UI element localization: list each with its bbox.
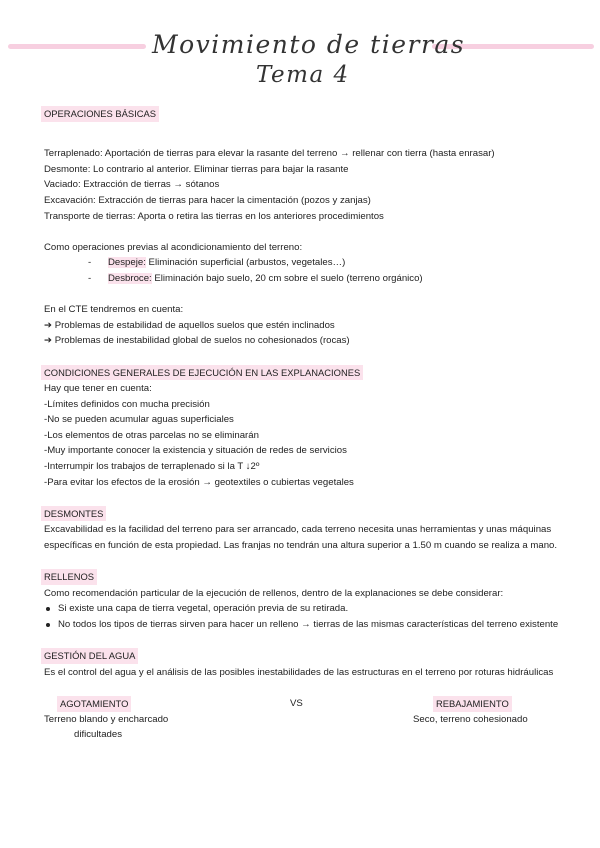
- agotamiento-desc: Terreno blando y encharcado: [44, 713, 169, 725]
- agua-text: Es el control del agua y el análisis de las posibles inestabilidades de las estructuras en el terreno por roturas hidráulicas: [44, 666, 554, 678]
- operaciones-line: Terraplenado: Aportación de tierras para elevar la rasante del terreno → rellenar con tierra (hasta enrasar): [44, 148, 495, 160]
- document-title: Movimiento de tierras: [152, 30, 466, 59]
- term-despeje: Despeje:: [108, 257, 146, 269]
- agua-comparison: [44, 696, 560, 744]
- rellenos-item: Si existe una capa de tierra vegetal, operación previa de su retirada.: [44, 601, 560, 617]
- operaciones-line: Transporte de tierras: Aporta o retira las tierras en los anteriores procedimientos: [44, 210, 384, 222]
- agotamiento-desc-2: dificultades: [74, 729, 122, 741]
- title-deco-line-left: [8, 44, 146, 49]
- condiciones-intro: Hay que tener en cuenta:: [44, 383, 152, 395]
- cte-intro: En el CTE tendremos en cuenta:: [44, 304, 184, 316]
- rellenos-intro: Como recomendación particular de la ejecución de rellenos, dentro de la explanaciones se debe considerar:: [44, 587, 504, 599]
- operaciones-line: Excavación: Extracción de tierras para hacer la cimentación (pozos y zanjas): [44, 194, 371, 206]
- rebajamiento-desc: Seco, terreno cohesionado: [413, 713, 528, 725]
- list-item: - Desbroce: Eliminación bajo suelo, 20 cm sobre el suelo (terreno orgánico): [88, 272, 423, 284]
- condiciones-item: -Los elementos de otras parcelas no se eliminarán: [44, 429, 259, 441]
- cte-item: ➔ Problemas de inestabilidad global de suelos no cohesionados (rocas): [44, 335, 350, 347]
- term-desbroce-desc: Eliminación bajo suelo, 20 cm sobre el suelo (terreno orgánico): [151, 272, 423, 284]
- operaciones-line: Desmonte: Lo contrario al anterior. Eliminar tierras para bajar la rasante: [44, 163, 349, 175]
- agotamiento-label: AGOTAMIENTO: [57, 696, 131, 712]
- operaciones-line: Vaciado: Extracción de tierras → sótanos: [44, 179, 220, 191]
- cte-item: ➔ Problemas de estabilidad de aquellos suelos que estén inclinados: [44, 319, 335, 331]
- term-despeje-desc: Eliminación superficial (arbustos, vegetales…): [145, 257, 346, 269]
- previas-intro: Como operaciones previas al acondicionamiento del terreno:: [44, 241, 303, 253]
- condiciones-item: -Muy importante conocer la existencia y situación de redes de servicios: [44, 445, 347, 457]
- desmontes-text: Excavabilidad es la facilidad del terreno para ser arrancado, cada terreno necesita unas herramientas y unas máquinas específicas en función de esta propiedad. Las franjas no tendrán una altura superior a 1.50 m cuando se realiza a mano.: [44, 524, 558, 552]
- condiciones-item: -Para evitar los efectos de la erosión → geotextiles o cubiertas vegetales: [44, 476, 354, 488]
- condiciones-item: -Límites definidos con mucha precisión: [44, 398, 210, 410]
- section-heading-rellenos: RELLENOS: [41, 569, 97, 585]
- rellenos-item: No todos los tipos de tierras sirven para hacer un relleno → tierras de las mismas características del terreno existente: [44, 617, 560, 633]
- document-subtitle: Tema 4: [256, 62, 350, 88]
- section-heading-agua: GESTIÓN DEL AGUA: [41, 648, 138, 664]
- condiciones-item: -Interrumpir los trabajos de terraplenado si la T ↓2º: [44, 461, 260, 473]
- condiciones-item: -No se pueden acumular aguas superficiales: [44, 414, 234, 426]
- vs-label: VS: [290, 697, 303, 709]
- section-heading-desmontes: DESMONTES: [41, 506, 106, 522]
- section-heading-condiciones: CONDICIONES GENERALES DE EJECUCIÓN EN LAS EXPLANACIONES: [41, 365, 363, 381]
- section-heading-operaciones: OPERACIONES BÁSICAS: [41, 106, 159, 122]
- document-body: [44, 104, 560, 744]
- rebajamiento-label: REBAJAMIENTO: [433, 696, 512, 712]
- term-desbroce: Desbroce:: [108, 272, 152, 284]
- list-item: - Despeje: Eliminación superficial (arbustos, vegetales…): [88, 257, 346, 269]
